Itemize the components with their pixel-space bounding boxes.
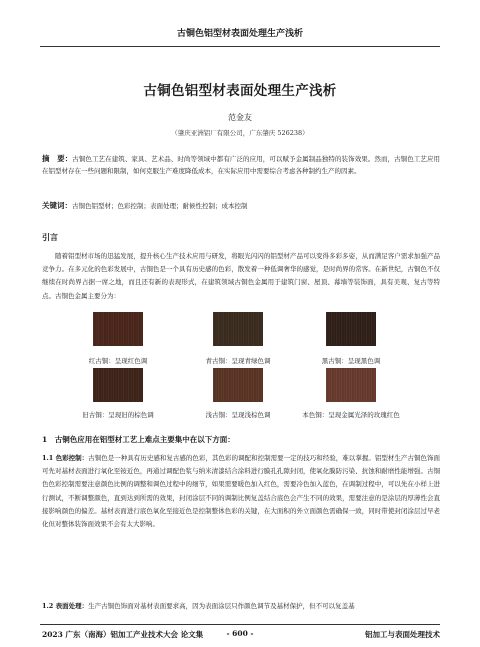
abstract (42, 153, 440, 178)
swatch-caption: 本色铜：呈现金属光泽的玫瑰红色 (302, 411, 400, 419)
running-head: 古铜色铝型材表面处理生产浅析 (176, 29, 303, 39)
swatch-green-bronze (213, 312, 263, 346)
paragraph-1-2 (42, 600, 440, 613)
footer-rule (40, 624, 440, 625)
swatch-caption: 浅古铜：呈现浅棕色调 (205, 411, 271, 419)
swatch-caption: 红古铜：呈现红色调 (88, 357, 148, 365)
intro-heading: 引言 (42, 232, 58, 242)
swatch-natural-copper (326, 368, 376, 402)
header-rule (40, 46, 440, 47)
footer-proceedings: 2023 广东（南海）铝加工产业技术大会 论文集 (42, 630, 204, 639)
swatch-red-bronze (93, 312, 143, 346)
swatch-caption: 黑古铜：呈现黑色调 (321, 357, 381, 365)
swatch-caption: 青古铜：呈现青绿色调 (205, 357, 271, 365)
abstract-text: 古铜色工艺在建筑、家具、艺术品、时尚等领域中都有广泛的应用，可以赋予金属制品独特的装饰效果。然而，古铜色工艺应用在铝型材存在一些问题和限制，如何克服生产难度降低成本，在实际应用中需要综合考虑各种制约生产的因素。 (42, 155, 441, 176)
paragraph-1-1-label: 1.1 色彩控制： (42, 454, 89, 462)
swatch-old-bronze (93, 368, 143, 402)
page-number: - 600 - (226, 629, 254, 638)
keywords (42, 200, 440, 212)
swatch-light-bronze (213, 368, 263, 402)
paper-title: 古铜色铝型材表面处理生产浅析 (143, 83, 337, 99)
paragraph-1-1 (42, 452, 440, 531)
section-1-heading: 1 古铜色应用在铝型材工艺上难点主要集中在以下方面： (42, 435, 235, 444)
swatch-black-bronze (326, 312, 376, 346)
keywords-text: 古铜色铝型材；色彩控制；表面处理；耐候性控制；成本控制 (72, 202, 248, 210)
abstract-label: 摘 要： (42, 154, 73, 163)
swatch-caption: 旧古铜：呈现旧的棕色调 (82, 411, 154, 419)
author-name: 范金友 (228, 113, 252, 122)
paragraph-1-1-text: 古铜色是一种具有历史感和复古感的色彩，其色彩的调配和控制需要一定的技巧和经验，难以掌握。铝型材生产古铜色饰面可先对基材表面进行氧化至铵近色，再通过调配色浆与纳米清漆结合涂料进行膜孔孔隙封闭，使氧化膜防污染、抗蚀和耐磨性能增强。古铜色色彩控制需要注意颜色比例的调整和调色过程中的细节，如果需要暖色加入红色，需要冷色加入蓝色，在调制过程中，可以先在小样上进行测试，不断调整颜色，直到达到所需的效果，封闭涂层不同的调制比例复盖结合底色会产生不同的效果，需要注意的是涂层的厚薄性会直接影响颜色的偏差。基材表面进行底色氧化至接近色是控制整体色彩的关键，在大面积的外立面颜色需确保一致，同时带使封闭涂层过早老化但对整体装饰面效果不会有太大影响。 (42, 454, 440, 529)
footer-section: 铝加工与表面处理技术 (365, 630, 440, 639)
keywords-label: 关键词： (42, 201, 72, 210)
paragraph-1-2-text: 生产古铜色饰面对基材表面要求高，因为表面涂层只作颜色调节及基材保护，但不可以复盖基 (88, 602, 355, 610)
intro-paragraph: 随着铝型材市场的迅猛发展，提升核心生产技术应用与研发，将眼光闪闪的铝型材产品可以变得多彩多姿，从而满足客户需求加强产品竞争力。在多元化的色彩发展中，古铜色是一个具有历史感的色彩，散发着一种低调奢华的感觉，是时尚界的常客。在新世纪，古铜色不仅继续在时尚界占据一席之地，而且还有新的表现形式，在建筑领域古铜色金属用于建筑门窗、屋顶、幕墙等装饰面，具有美观、复古等特点。古铜色金属主要分为： (42, 252, 440, 300)
affiliation: （肇庆亚洲铝厂有限公司，广东肇庆 526238） (171, 129, 309, 137)
paragraph-1-2-label: 1.2 表面处理： (42, 602, 89, 610)
